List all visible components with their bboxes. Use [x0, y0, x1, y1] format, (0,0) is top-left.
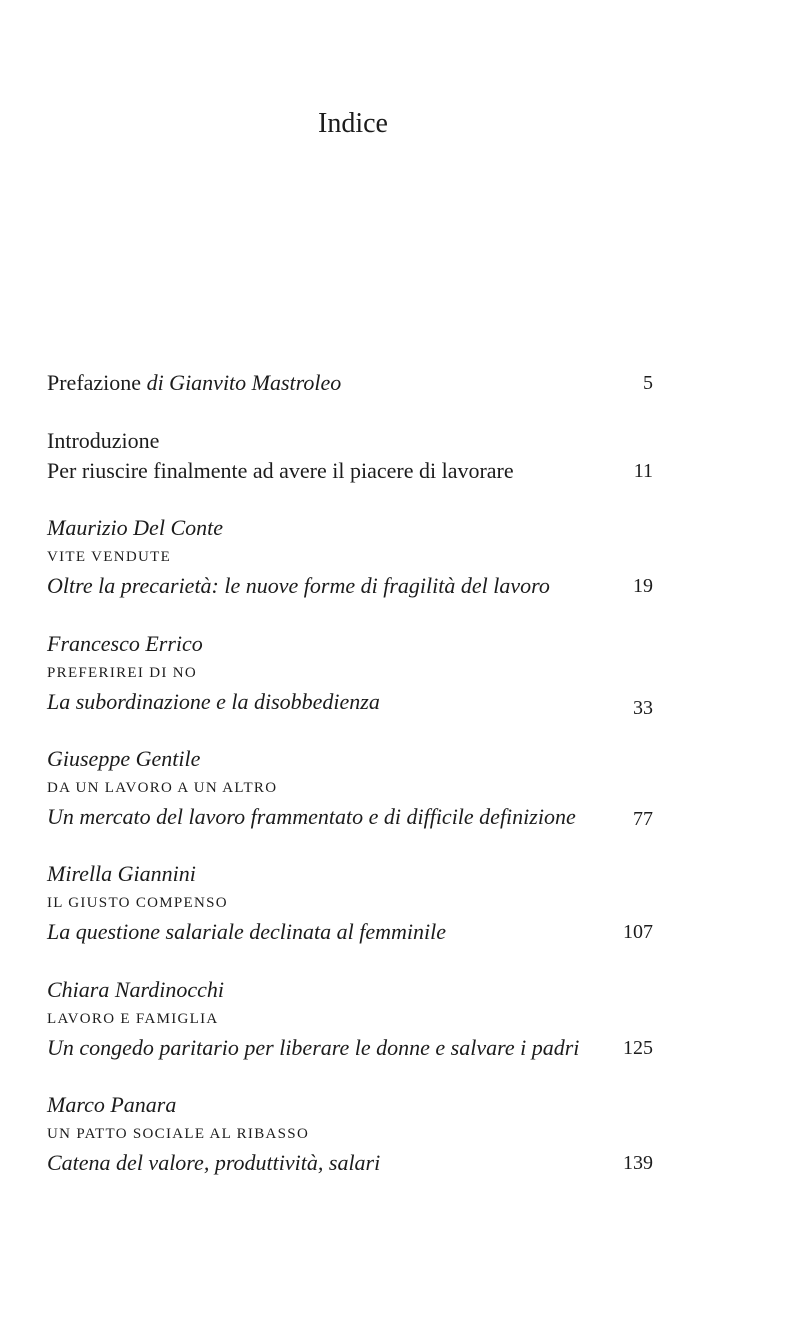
page-number: 33: [633, 697, 653, 719]
toc-entry-nardinocchi[interactable]: [47, 975, 659, 1063]
page-number: 107: [623, 921, 653, 943]
entry-subtitle: Oltre la precarietà: le nuove forme di fragilità del lavoro: [47, 573, 550, 598]
toc-entry-giannini[interactable]: [47, 859, 659, 947]
entry-section-title: VITE VENDUTE: [47, 549, 172, 565]
page-number: 19: [633, 575, 653, 597]
entry-author: Mirella Giannini: [47, 861, 196, 886]
entry-section-title: IL GIUSTO COMPENSO: [47, 895, 228, 911]
toc-entry-preface[interactable]: [47, 368, 659, 398]
entry-heading: Introduzione: [47, 428, 160, 453]
entry-subtitle: Un congedo paritario per liberare le donne e salvare i padri: [47, 1035, 580, 1060]
page-number: 11: [633, 460, 653, 482]
entry-author: Maurizio Del Conte: [47, 515, 223, 540]
entry-section-title: DA UN LAVORO A UN ALTRO: [47, 780, 278, 796]
entry-subtitle: La subordinazione e la disobbedienza: [47, 689, 380, 714]
page-title: Indice: [318, 108, 388, 139]
page-number: 139: [623, 1152, 653, 1174]
toc-entry-title: [47, 368, 659, 398]
page-number: 5: [643, 372, 653, 394]
entry-author: Francesco Errico: [47, 631, 203, 656]
entry-subtitle: La questione salariale declinata al femminile: [47, 919, 447, 944]
entry-author: Chiara Nardinocchi: [47, 977, 225, 1002]
entry-subtitle: Catena del valore, produttività, salari: [47, 1150, 381, 1175]
toc-entry-panara[interactable]: [47, 1090, 659, 1178]
entry-author: Giuseppe Gentile: [47, 746, 201, 771]
entry-author-inline: di Gianvito Mastroleo: [146, 370, 342, 395]
toc-entry-gentile[interactable]: [47, 744, 659, 832]
entry-prefix: Prefazione: [47, 370, 147, 395]
page-number: 125: [623, 1037, 653, 1059]
toc-entry-del-conte[interactable]: [47, 513, 659, 601]
entry-subtitle: Per riuscire finalmente ad avere il piacere di lavorare: [47, 458, 514, 483]
entry-section-title: LAVORO E FAMIGLIA: [47, 1011, 219, 1027]
entry-section-title: UN PATTO SOCIALE AL RIBASSO: [47, 1126, 310, 1142]
page-number: 77: [633, 808, 653, 830]
entry-author: Marco Panara: [47, 1092, 177, 1117]
entry-subtitle: Un mercato del lavoro frammentato e di difficile definizione: [47, 804, 576, 829]
entry-section-title: PREFERIREI DI NO: [47, 665, 197, 681]
toc-entry-introduction[interactable]: [47, 426, 659, 486]
toc-entry-errico[interactable]: [47, 629, 659, 717]
